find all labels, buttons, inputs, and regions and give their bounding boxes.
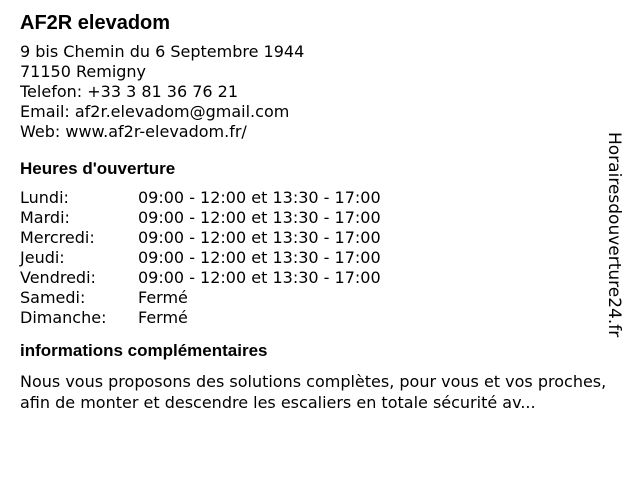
hours-row-monday — [20, 188, 381, 208]
phone-line: Telefon: +33 3 81 36 76 21 — [20, 82, 239, 101]
address-street: 9 bis Chemin du 6 Septembre 1944 — [20, 42, 305, 61]
address-city: 71150 Remigny — [20, 62, 147, 81]
day-hours: Fermé — [138, 308, 188, 327]
business-card — [20, 10, 620, 413]
day-label: Dimanche: — [20, 308, 107, 327]
hours-row-wednesday — [20, 228, 381, 248]
hours-row-friday — [20, 268, 381, 288]
day-label: Jeudi: — [20, 248, 65, 267]
opening-hours-heading: Heures d'ouverture — [20, 159, 176, 178]
web-line: Web: www.af2r-elevadom.fr/ — [20, 122, 247, 141]
day-hours: Fermé — [138, 288, 188, 307]
additional-info-text: Nous vous proposons des solutions complètes, pour vous et vos proches, afin de monter et descendre les escaliers en totale sécurité av... — [20, 372, 607, 412]
day-hours: 09:00 - 12:00 et 13:30 - 17:00 — [138, 248, 381, 267]
hours-row-tuesday — [20, 208, 381, 228]
day-label: Mercredi: — [20, 228, 95, 247]
hours-row-thursday — [20, 248, 381, 268]
day-hours: 09:00 - 12:00 et 13:30 - 17:00 — [138, 188, 381, 207]
day-label: Mardi: — [20, 208, 70, 227]
business-name: AF2R elevadom — [20, 12, 171, 34]
day-label: Samedi: — [20, 288, 86, 307]
opening-hours-table — [20, 188, 381, 328]
site-watermark: Horairesdouverture24.fr — [604, 132, 624, 338]
day-hours: 09:00 - 12:00 et 13:30 - 17:00 — [138, 228, 381, 247]
day-hours: 09:00 - 12:00 et 13:30 - 17:00 — [138, 208, 381, 227]
hours-row-sunday — [20, 308, 381, 328]
email-line: Email: af2r.elevadom@gmail.com — [20, 102, 290, 121]
day-label: Lundi: — [20, 188, 69, 207]
hours-row-saturday — [20, 288, 381, 308]
day-hours: 09:00 - 12:00 et 13:30 - 17:00 — [138, 268, 381, 287]
day-label: Vendredi: — [20, 268, 96, 287]
additional-info-heading: informations complémentaires — [20, 341, 268, 360]
